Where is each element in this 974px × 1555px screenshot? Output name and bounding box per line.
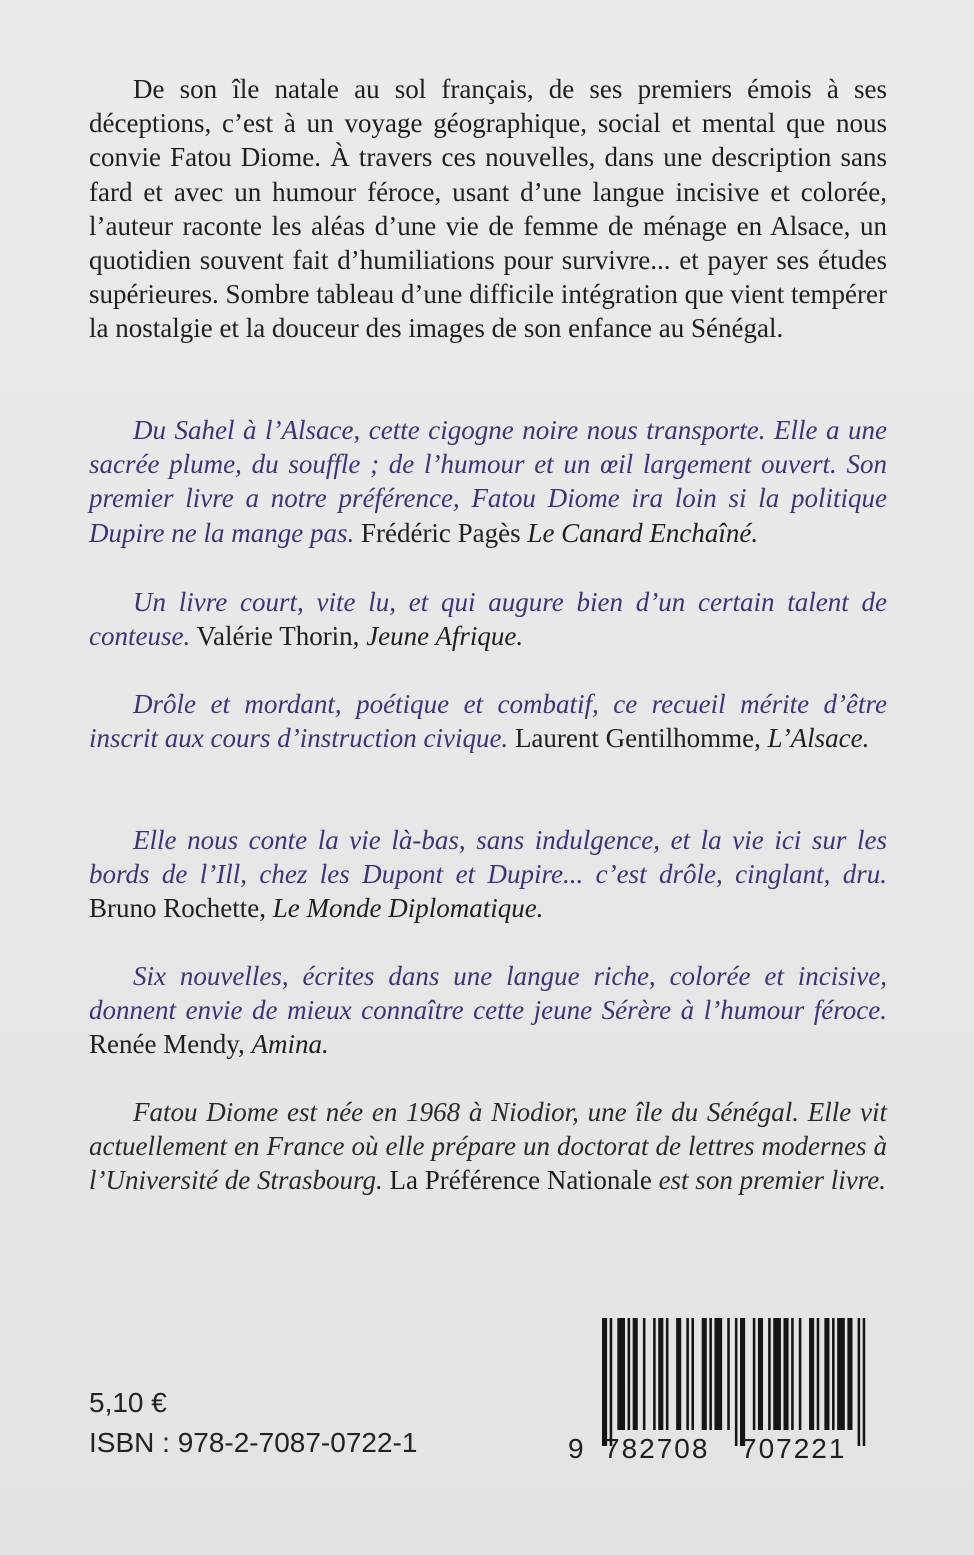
barcode-bar [858, 1318, 861, 1446]
barcode-bar [714, 1318, 722, 1430]
barcode-bar [791, 1318, 794, 1430]
review-publication: Le Canard Enchaîné. [527, 517, 759, 548]
review-quote: Un livre court, vite lu, et qui augure bien d’un certain talent de conteuse. [89, 587, 887, 652]
press-review-1 [89, 413, 887, 550]
press-review-2 [89, 585, 887, 653]
review-author: Valérie Thorin, [196, 621, 360, 652]
press-review-4 [89, 823, 887, 926]
barcode-bar [643, 1318, 646, 1430]
press-review-5 [89, 959, 887, 1062]
isbn-label: ISBN : 978-2-7087-0722-1 [89, 1427, 418, 1458]
barcode-bar [628, 1318, 631, 1430]
barcode-bar [753, 1318, 756, 1430]
bio-book-title: La Préférence Nationale [389, 1165, 652, 1196]
barcode-digits [562, 1432, 892, 1466]
barcode-bar [633, 1318, 638, 1430]
barcode-bar [727, 1318, 730, 1430]
barcode-bar [740, 1318, 745, 1446]
bio-text-end: est son premier livre. [658, 1165, 887, 1196]
barcode-bar [610, 1318, 613, 1446]
review-author: Bruno Rochette, [89, 893, 266, 924]
barcode-bar [773, 1318, 781, 1430]
barcode-bar [832, 1318, 835, 1430]
author-bio [89, 1095, 887, 1198]
review-quote: Drôle et mordant, poétique et combatif, ce recueil mérite d’être inscrit aux cours d’instruction civique. [89, 689, 887, 754]
summary-paragraph [89, 72, 887, 346]
barcode-bar [783, 1318, 788, 1430]
press-review-3 [89, 687, 887, 755]
barcode-bar [799, 1318, 802, 1430]
review-publication: L’Alsace. [767, 723, 870, 754]
review-quote: Elle nous conte la vie là-bas, sans indulgence, et la vie ici sur les bords de l’Ill, chez les Dupont et Dupire... c’est drôle, cinglant, dru. [89, 825, 887, 890]
barcode-bar [847, 1318, 852, 1430]
barcode-bar [824, 1318, 829, 1430]
review-author: Renée Mendy, [89, 1029, 245, 1060]
barcode-bar [658, 1318, 663, 1430]
barcode-bar [817, 1318, 820, 1430]
price-label: 5,10 € [89, 1387, 167, 1418]
barcode-digit-group-1: 782708 [604, 1433, 710, 1464]
barcode-bar [691, 1318, 694, 1430]
review-publication: Amina. [251, 1029, 329, 1060]
review-publication: Jeune Afrique. [366, 621, 524, 652]
barcode-bar [735, 1318, 738, 1446]
barcode-bar [863, 1318, 866, 1446]
barcode-lead-digit: 9 [568, 1433, 584, 1464]
review-author: Laurent Gentilhomme, [514, 723, 761, 754]
barcode-bar [837, 1318, 845, 1430]
barcode-bar [653, 1318, 656, 1430]
barcode-bar [617, 1318, 625, 1430]
bio-text-start: Fatou Diome est née en 1968 à Niodior, une île du Sénégal. Elle vit actuellement en France où elle prépare un doctorat de lettres modernes à l’Université de Strasbourg. [89, 1097, 887, 1196]
summary-text: De son île natale au sol français, de ses premiers émois à ses déceptions, c’est à un voyage géographique, social et mental que nous convie Fatou Diome. À travers ces nouvelles, dans une description sans fard et avec un humour féroce, usant d’une langue incisive et colorée, l’auteur raconte les aléas d’une vie de femme de ménage en Alsace, un quotidien souvent fait d’humiliations pour survivre... et payer ses études supérieures. Sombre tableau d’une difficile intégration que vient tempérer la nostalgie et la douceur des images de son enfance au Sénégal. [89, 74, 887, 344]
barcode-bar [602, 1318, 607, 1446]
review-publication: Le Monde Diplomatique. [272, 893, 544, 924]
barcode-bar [686, 1318, 689, 1430]
review-author: Frédéric Pagès [360, 517, 521, 548]
barcode-bar [709, 1318, 712, 1430]
barcode-bar [666, 1318, 669, 1430]
review-quote: Six nouvelles, écrites dans une langue riche, colorée et incisive, donnent envie de mieux connaître cette jeune Sérère à l’humour féroce. [89, 961, 887, 1026]
barcode-bar [676, 1318, 681, 1430]
barcode-bar [809, 1318, 814, 1430]
barcode-bar [758, 1318, 763, 1430]
barcode-digit-group-2: 707221 [741, 1433, 847, 1464]
barcode-bar [768, 1318, 771, 1430]
barcode-bar [702, 1318, 707, 1430]
review-quote: Du Sahel à l’Alsace, cette cigogne noire nous transporte. Elle a une sacrée plume, du souffle ; de l’humour et un œil largement ouvert. Son premier livre a notre préférence, Fatou Diome ira loin si la politique Dupire ne la mange pas. [89, 415, 887, 548]
barcode [562, 1318, 892, 1468]
